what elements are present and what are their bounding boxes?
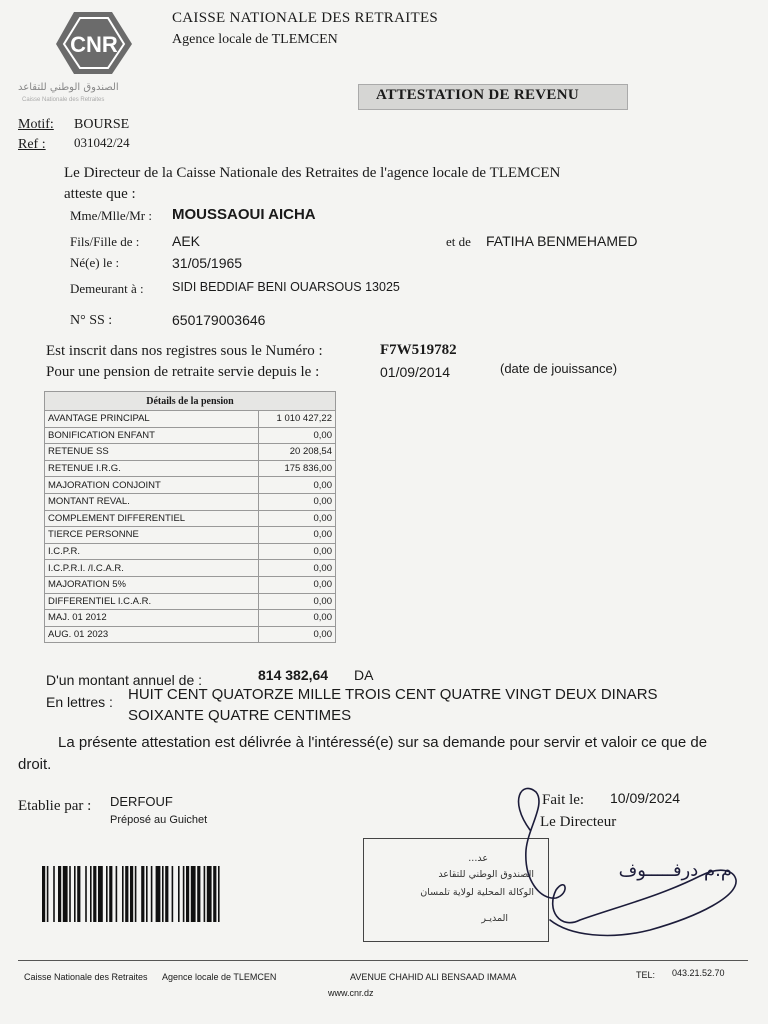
pension-row-label: MAJORATION CONJOINT [45,477,259,494]
pension-row [45,626,336,643]
cnr-logo [52,8,136,78]
pension-row-label: AUG. 01 2023 [45,626,259,643]
pension-row [45,411,336,428]
barcode-bar [204,866,206,922]
barcode-bar [186,866,189,922]
statement-line-2: droit. [18,756,52,773]
barcode-bar [125,866,128,922]
stamp-line-4: المديـر [481,913,508,924]
words-label: En lettres : [46,694,113,710]
stamp-line-3: الوكالة المحلية لولاية تلمسان [420,887,534,898]
pension-row-label: COMPLEMENT DIFFERENTIEL [45,510,259,527]
pension-row-value: 0,00 [259,527,336,544]
barcode-bar [74,866,76,922]
pension-row [45,460,336,477]
barcode-bar [156,866,161,922]
issuer-label: Etablie par : [18,798,92,814]
mother-name: FATIHA BENMEHAMED [486,233,638,249]
stamp-line-1: ...عد [468,853,488,864]
pension-row [45,560,336,577]
barcode-bar [172,866,174,922]
pension-row-value: 0,00 [259,576,336,593]
barcode-bar [162,866,164,922]
pension-row-label: TIERCE PERSONNE [45,527,259,544]
pension-row-label: BONIFICATION ENFANT [45,427,259,444]
barcode-bar [191,866,196,922]
barcode-bar [151,866,153,922]
barcode-bar [141,866,144,922]
barcode-bar [135,866,137,922]
amount-currency: DA [354,667,374,683]
barcode-bar [213,866,216,922]
footer-address: AVENUE CHAHID ALI BENSAAD IMAMA [350,972,517,982]
pension-row-value: 0,00 [259,610,336,627]
barcode [40,866,338,922]
pension-row [45,543,336,560]
footer-website: www.cnr.dz [328,988,374,998]
pension-row-value: 0,00 [259,626,336,643]
director-label: Le Directeur [540,814,617,830]
barcode-bar [130,866,133,922]
pension-table-header: Détails de la pension [45,392,336,411]
birth-date: 31/05/1965 [172,255,243,271]
barcode-bar [58,866,61,922]
barcode-bar [77,866,80,922]
amount-words-line-2: SOIXANTE QUATRE CENTIMES [128,707,352,724]
issuer-name: DERFOUF [110,794,173,809]
pension-row [45,576,336,593]
org-name: CAISSE NATIONALE DES RETRAITES [172,10,439,26]
pension-row-label: MAJ. 01 2012 [45,610,259,627]
fait-le-date: 10/09/2024 [610,790,681,806]
footer-agency: Agence locale de TLEMCEN [162,972,277,982]
pension-row-value: 0,00 [259,493,336,510]
director-signature [500,780,740,950]
barcode-bar [178,866,180,922]
footer-tel-label: TEL: [636,970,656,980]
barcode-bar [183,866,185,922]
intro-line-1: Le Directeur de la Caisse Nationale des Retraites de l'agence locale de TLEMCEN [64,165,561,181]
pension-row [45,444,336,461]
intro-line-2: atteste que : [64,186,136,202]
footer-divider [18,960,748,961]
logo-text: CNR [70,32,118,57]
footer-org: Caisse Nationale des Retraites [24,972,148,982]
pension-row-value: 0,00 [259,477,336,494]
pension-row [45,493,336,510]
pension-row-value: 0,00 [259,560,336,577]
pension-row-value: 0,00 [259,543,336,560]
registry-number: F7W519782 [380,342,457,358]
pension-row-label: I.C.P.R. [45,543,259,560]
barcode-bar [69,866,71,922]
amount-label: D'un montant annuel de : [46,672,203,688]
person-name: MOUSSAOUI AICHA [172,206,316,223]
address-value: SIDI BEDDIAF BENI OUARSOUS 13025 [172,280,400,294]
address-label: Demeurant à : [70,281,144,296]
fait-le-label: Fait le: [542,792,585,808]
pension-note: (date de jouissance) [500,361,618,376]
barcode-bar [218,866,220,922]
barcode-bar [116,866,118,922]
pension-details-table [44,391,336,643]
ss-number: 650179003646 [172,312,266,328]
agency-line: Agence locale de TLEMCEN [172,32,338,47]
logo-subtitle: Caisse Nationale des Retraites [22,97,105,103]
barcode-bar [109,866,112,922]
pension-row-value: 1 010 427,22 [259,411,336,428]
pension-row [45,610,336,627]
registry-label: Est inscrit dans nos registres sous le Numéro : [46,343,323,359]
ref-label: Ref : [18,137,46,152]
barcode-bar [146,866,148,922]
barcode-bar [98,866,103,922]
barcode-bar [47,866,49,922]
barcode-bar [90,866,92,922]
pension-row-value: 20 208,54 [259,444,336,461]
issuer-role: Préposé au Guichet [110,814,208,826]
pension-row-value: 0,00 [259,427,336,444]
parent-label: Fils/Fille de : [70,234,140,249]
name-label: Mme/Mlle/Mr : [70,208,152,223]
and-label: et de [446,234,471,249]
amount-words-line-1: HUIT CENT QUATORZE MILLE TROIS CENT QUATRE VINGT DEUX DINARS [128,686,658,703]
birth-label: Né(e) le : [70,255,120,270]
motif-value: BOURSE [74,117,130,132]
pension-row-label: I.C.P.R.I. /I.C.A.R. [45,560,259,577]
pension-row [45,510,336,527]
pension-row-value: 175 836,00 [259,460,336,477]
barcode-bar [122,866,124,922]
pension-row-label: MAJORATION 5% [45,576,259,593]
pension-row [45,527,336,544]
pension-row-value: 0,00 [259,510,336,527]
pension-row-label: MONTANT REVAL. [45,493,259,510]
pension-since-label: Pour une pension de retraite servie depuis le : [46,364,320,380]
pension-row [45,593,336,610]
pension-since-date: 01/09/2014 [380,364,451,380]
barcode-bar [63,866,68,922]
father-name: AEK [172,233,201,249]
statement-line-1: La présente attestation est délivrée à l'intéressé(e) sur sa demande pour servir et valoir ce que de [58,734,708,751]
barcode-bar [93,866,96,922]
barcode-bar [106,866,108,922]
pension-row [45,427,336,444]
ss-label: N° SS : [70,313,113,328]
logo-arabic-text: الصندوق الوطني للتقاعد [18,82,119,93]
pension-row-label: RETENUE I.R.G. [45,460,259,477]
footer-tel: 043.21.52.70 [672,968,725,978]
barcode-bar [207,866,212,922]
motif-label: Motif: [18,117,54,132]
stamp-line-2: الصندوق الوطني للتقاعد [438,869,534,880]
barcode-bar [197,866,200,922]
pension-row-label: AVANTAGE PRINCIPAL [45,411,259,428]
pension-row-label: RETENUE SS [45,444,259,461]
ref-value: 031042/24 [74,135,130,150]
barcode-bar [53,866,55,922]
barcode-bar [165,866,168,922]
barcode-bar [42,866,45,922]
signature-handwriting: م.م درفـــــوف [618,860,732,881]
amount-value: 814 382,64 [258,667,329,683]
document-title: ATTESTATION DE REVENU [376,87,580,103]
pension-row-value: 0,00 [259,593,336,610]
pension-row-label: DIFFERENTIEL I.C.A.R. [45,593,259,610]
barcode-bar [85,866,87,922]
pension-row [45,477,336,494]
